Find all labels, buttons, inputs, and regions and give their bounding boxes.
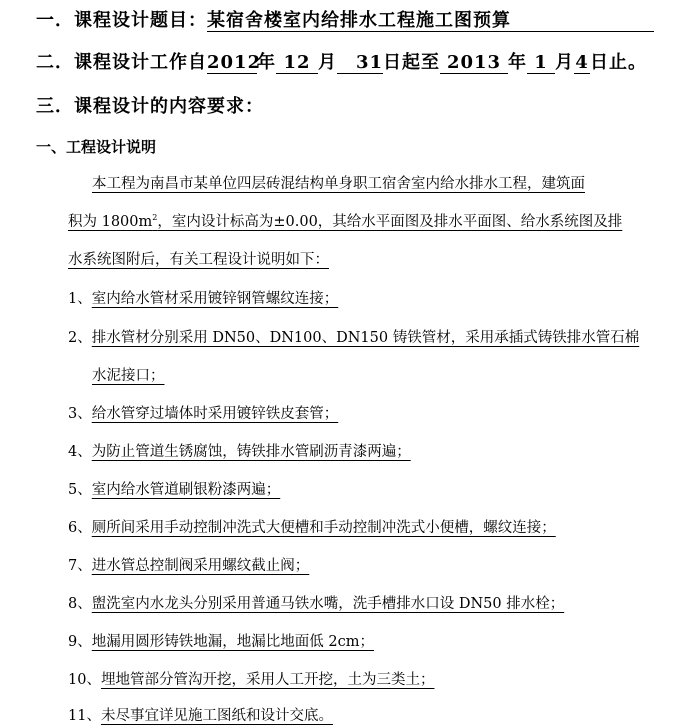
item-number: 9、: [68, 634, 92, 650]
item-number: 3、: [68, 406, 92, 422]
requirements-heading: 三．课程设计的内容要求：: [36, 96, 264, 117]
item-number: 11、: [68, 708, 101, 724]
year-label-2: 年: [508, 52, 527, 73]
end-day: 4: [575, 52, 589, 73]
from-label: 日起至: [383, 52, 440, 73]
list-item: [68, 704, 333, 725]
item-text: 给水管穿过墙体时采用镀锌铁皮套管；: [91, 406, 339, 422]
item-text: 未尽事宜详见施工图纸和设计交底。: [100, 708, 333, 724]
item-continuation: 水泥接口；: [92, 368, 165, 384]
list-item: [68, 554, 309, 575]
start-year: 2012: [207, 52, 262, 73]
end-month: 1: [527, 53, 555, 74]
item-text: 盥洗室内水龙头分别采用普通马铁水嘴，洗手槽排水口设 DN50 排水栓；: [91, 596, 565, 612]
list-item: [68, 287, 338, 308]
work-period-line: [36, 48, 647, 74]
list-item: [68, 440, 411, 461]
year-label: 年: [257, 52, 276, 73]
item-number: 7、: [68, 558, 92, 574]
course-title-line: [36, 6, 654, 32]
intro-line-2-rest: ，室内设计标高为±0.00，其给水平面图及排水平面图、给水系统图及排: [157, 214, 623, 230]
item-text: 室内给水管材采用镀锌钢管螺纹连接；: [91, 291, 339, 307]
item-text: 排水管材分别采用 DN50、DN100、DN150 铸铁管材，采用承插式铸铁排水管石棉: [91, 330, 640, 346]
list-item: [68, 668, 434, 689]
start-day: 31: [337, 53, 383, 74]
month-label: 月: [318, 52, 337, 73]
item-number: 4、: [68, 444, 92, 460]
item-text: 为防止管道生锈腐蚀，铸铁排水管刷沥青漆两遍；: [91, 444, 411, 460]
item-text: 厕所间采用手动控制冲洗式大便槽和手动控制冲洗式小便槽，螺纹连接；: [91, 520, 556, 536]
start-month: 12: [276, 53, 318, 74]
end-label: 日止。: [590, 52, 647, 73]
end-year: 2013: [440, 53, 508, 74]
intro-line-2: [68, 210, 622, 231]
list-item: [68, 402, 338, 423]
intro-line-1: 本工程为南昌市某单位四层砖混结构单身职工宿舍室内给水排水工程，建筑面: [92, 176, 585, 192]
item-text: 埋地管部分管沟开挖，采用人工开挖，土为三类土；: [100, 672, 435, 688]
month-label-2: 月: [555, 52, 574, 73]
item-text: 地漏用圆形铸铁地漏，地漏比地面低 2cm；: [91, 634, 374, 650]
item-number: 8、: [68, 596, 92, 612]
work-period-label: 二．课程设计工作自: [36, 52, 207, 73]
intro-line-3: 水系统图附后，有关工程设计说明如下：: [68, 252, 329, 268]
list-item: [68, 326, 639, 347]
list-item: [68, 516, 556, 537]
item-number: 2、: [68, 330, 92, 346]
item-text: 进水管总控制阀采用螺纹截止阀；: [91, 558, 310, 574]
section-title: 一、工程设计说明: [36, 138, 157, 156]
course-title: 某宿舍楼室内给排水工程施工图预算: [207, 11, 654, 32]
course-title-label: 一．课程设计题目：: [36, 10, 207, 31]
item-number: 6、: [68, 520, 92, 536]
list-item: [68, 630, 374, 651]
item-number: 1、: [68, 291, 92, 307]
item-number: 5、: [68, 482, 92, 498]
list-item: [68, 592, 564, 613]
area-value: 积为 1800m: [68, 214, 153, 230]
list-item: [68, 478, 280, 499]
item-number: 10、: [68, 672, 101, 688]
area-unit-superscript: 2: [152, 213, 158, 223]
item-text: 室内给水管道刷银粉漆两遍；: [91, 482, 281, 498]
